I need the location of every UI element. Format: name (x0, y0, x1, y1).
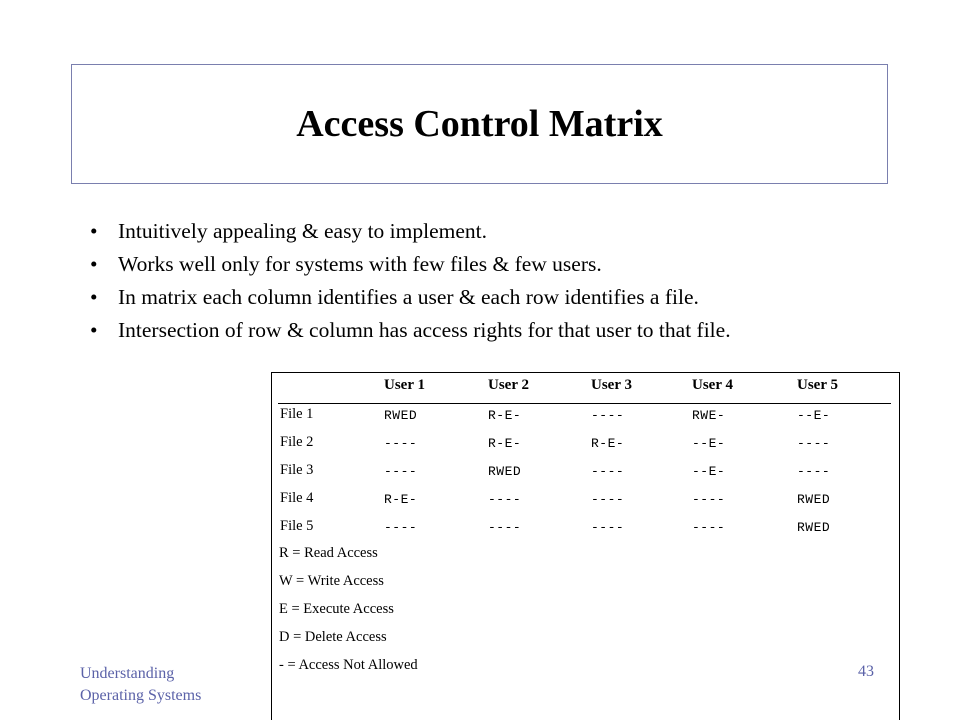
bullet-dot: • (90, 318, 98, 342)
matrix-cell: ---- (384, 464, 418, 479)
access-matrix-figure (271, 372, 900, 720)
matrix-cell: RWED (384, 408, 418, 423)
matrix-cell: ---- (591, 464, 625, 479)
matrix-cell: ---- (692, 492, 726, 507)
bullet-text: Intuitively appealing & easy to implement. (118, 219, 487, 243)
bullet-item (90, 314, 910, 347)
legend-execute: E = Execute Access (279, 601, 394, 617)
bullet-text: In matrix each column identifies a user & each row identifies a file. (118, 285, 699, 309)
bullet-dot: • (90, 285, 98, 309)
matrix-cell: ---- (797, 464, 831, 479)
matrix-cell: --E- (692, 436, 726, 451)
matrix-cell: ---- (384, 520, 418, 535)
row-label-file-1: File 1 (280, 406, 314, 422)
bullet-text: Intersection of row & column has access rights for that user to that file. (118, 318, 731, 342)
bullet-dot: • (90, 252, 98, 276)
bullet-dot: • (90, 219, 98, 243)
legend-read: R = Read Access (279, 545, 378, 561)
bullet-list (90, 215, 910, 347)
matrix-cell: --E- (692, 464, 726, 479)
footer-line-1: Understanding (80, 665, 175, 682)
header-rule (278, 403, 891, 404)
matrix-cell: R-E- (488, 408, 522, 423)
bullet-item (90, 281, 910, 314)
footer-line-2: Operating Systems (80, 687, 202, 704)
matrix-cell: ---- (488, 520, 522, 535)
bullet-item (90, 248, 910, 281)
matrix-cell: RWED (488, 464, 522, 479)
column-header-user-2: User 2 (488, 377, 529, 393)
matrix-cell: ---- (488, 492, 522, 507)
column-header-user-5: User 5 (797, 377, 838, 393)
row-label-file-2: File 2 (280, 434, 314, 450)
matrix-cell: R-E- (591, 436, 625, 451)
legend-not-allowed: - = Access Not Allowed (279, 657, 418, 673)
slide-title: Access Control Matrix (296, 103, 663, 145)
bullet-item (90, 215, 910, 248)
row-label-file-4: File 4 (280, 490, 314, 506)
matrix-cell: ---- (591, 408, 625, 423)
matrix-cell: ---- (692, 520, 726, 535)
matrix-cell: RWED (797, 492, 831, 507)
legend-delete: D = Delete Access (279, 629, 387, 645)
matrix-cell: ---- (797, 436, 831, 451)
page-number: 43 (858, 663, 874, 680)
column-header-user-4: User 4 (692, 377, 733, 393)
matrix-cell: ---- (591, 492, 625, 507)
matrix-cell: R-E- (384, 492, 418, 507)
title-box (71, 64, 888, 184)
matrix-cell: RWE- (692, 408, 726, 423)
matrix-cell: RWED (797, 520, 831, 535)
column-header-user-1: User 1 (384, 377, 425, 393)
matrix-cell: ---- (591, 520, 625, 535)
legend-write: W = Write Access (279, 573, 384, 589)
matrix-cell: --E- (797, 408, 831, 423)
column-header-user-3: User 3 (591, 377, 632, 393)
bullet-text: Works well only for systems with few files & few users. (118, 252, 602, 276)
matrix-cell: R-E- (488, 436, 522, 451)
row-label-file-5: File 5 (280, 518, 314, 534)
footer-course-title (80, 663, 201, 707)
row-label-file-3: File 3 (280, 462, 314, 478)
matrix-cell: ---- (384, 436, 418, 451)
